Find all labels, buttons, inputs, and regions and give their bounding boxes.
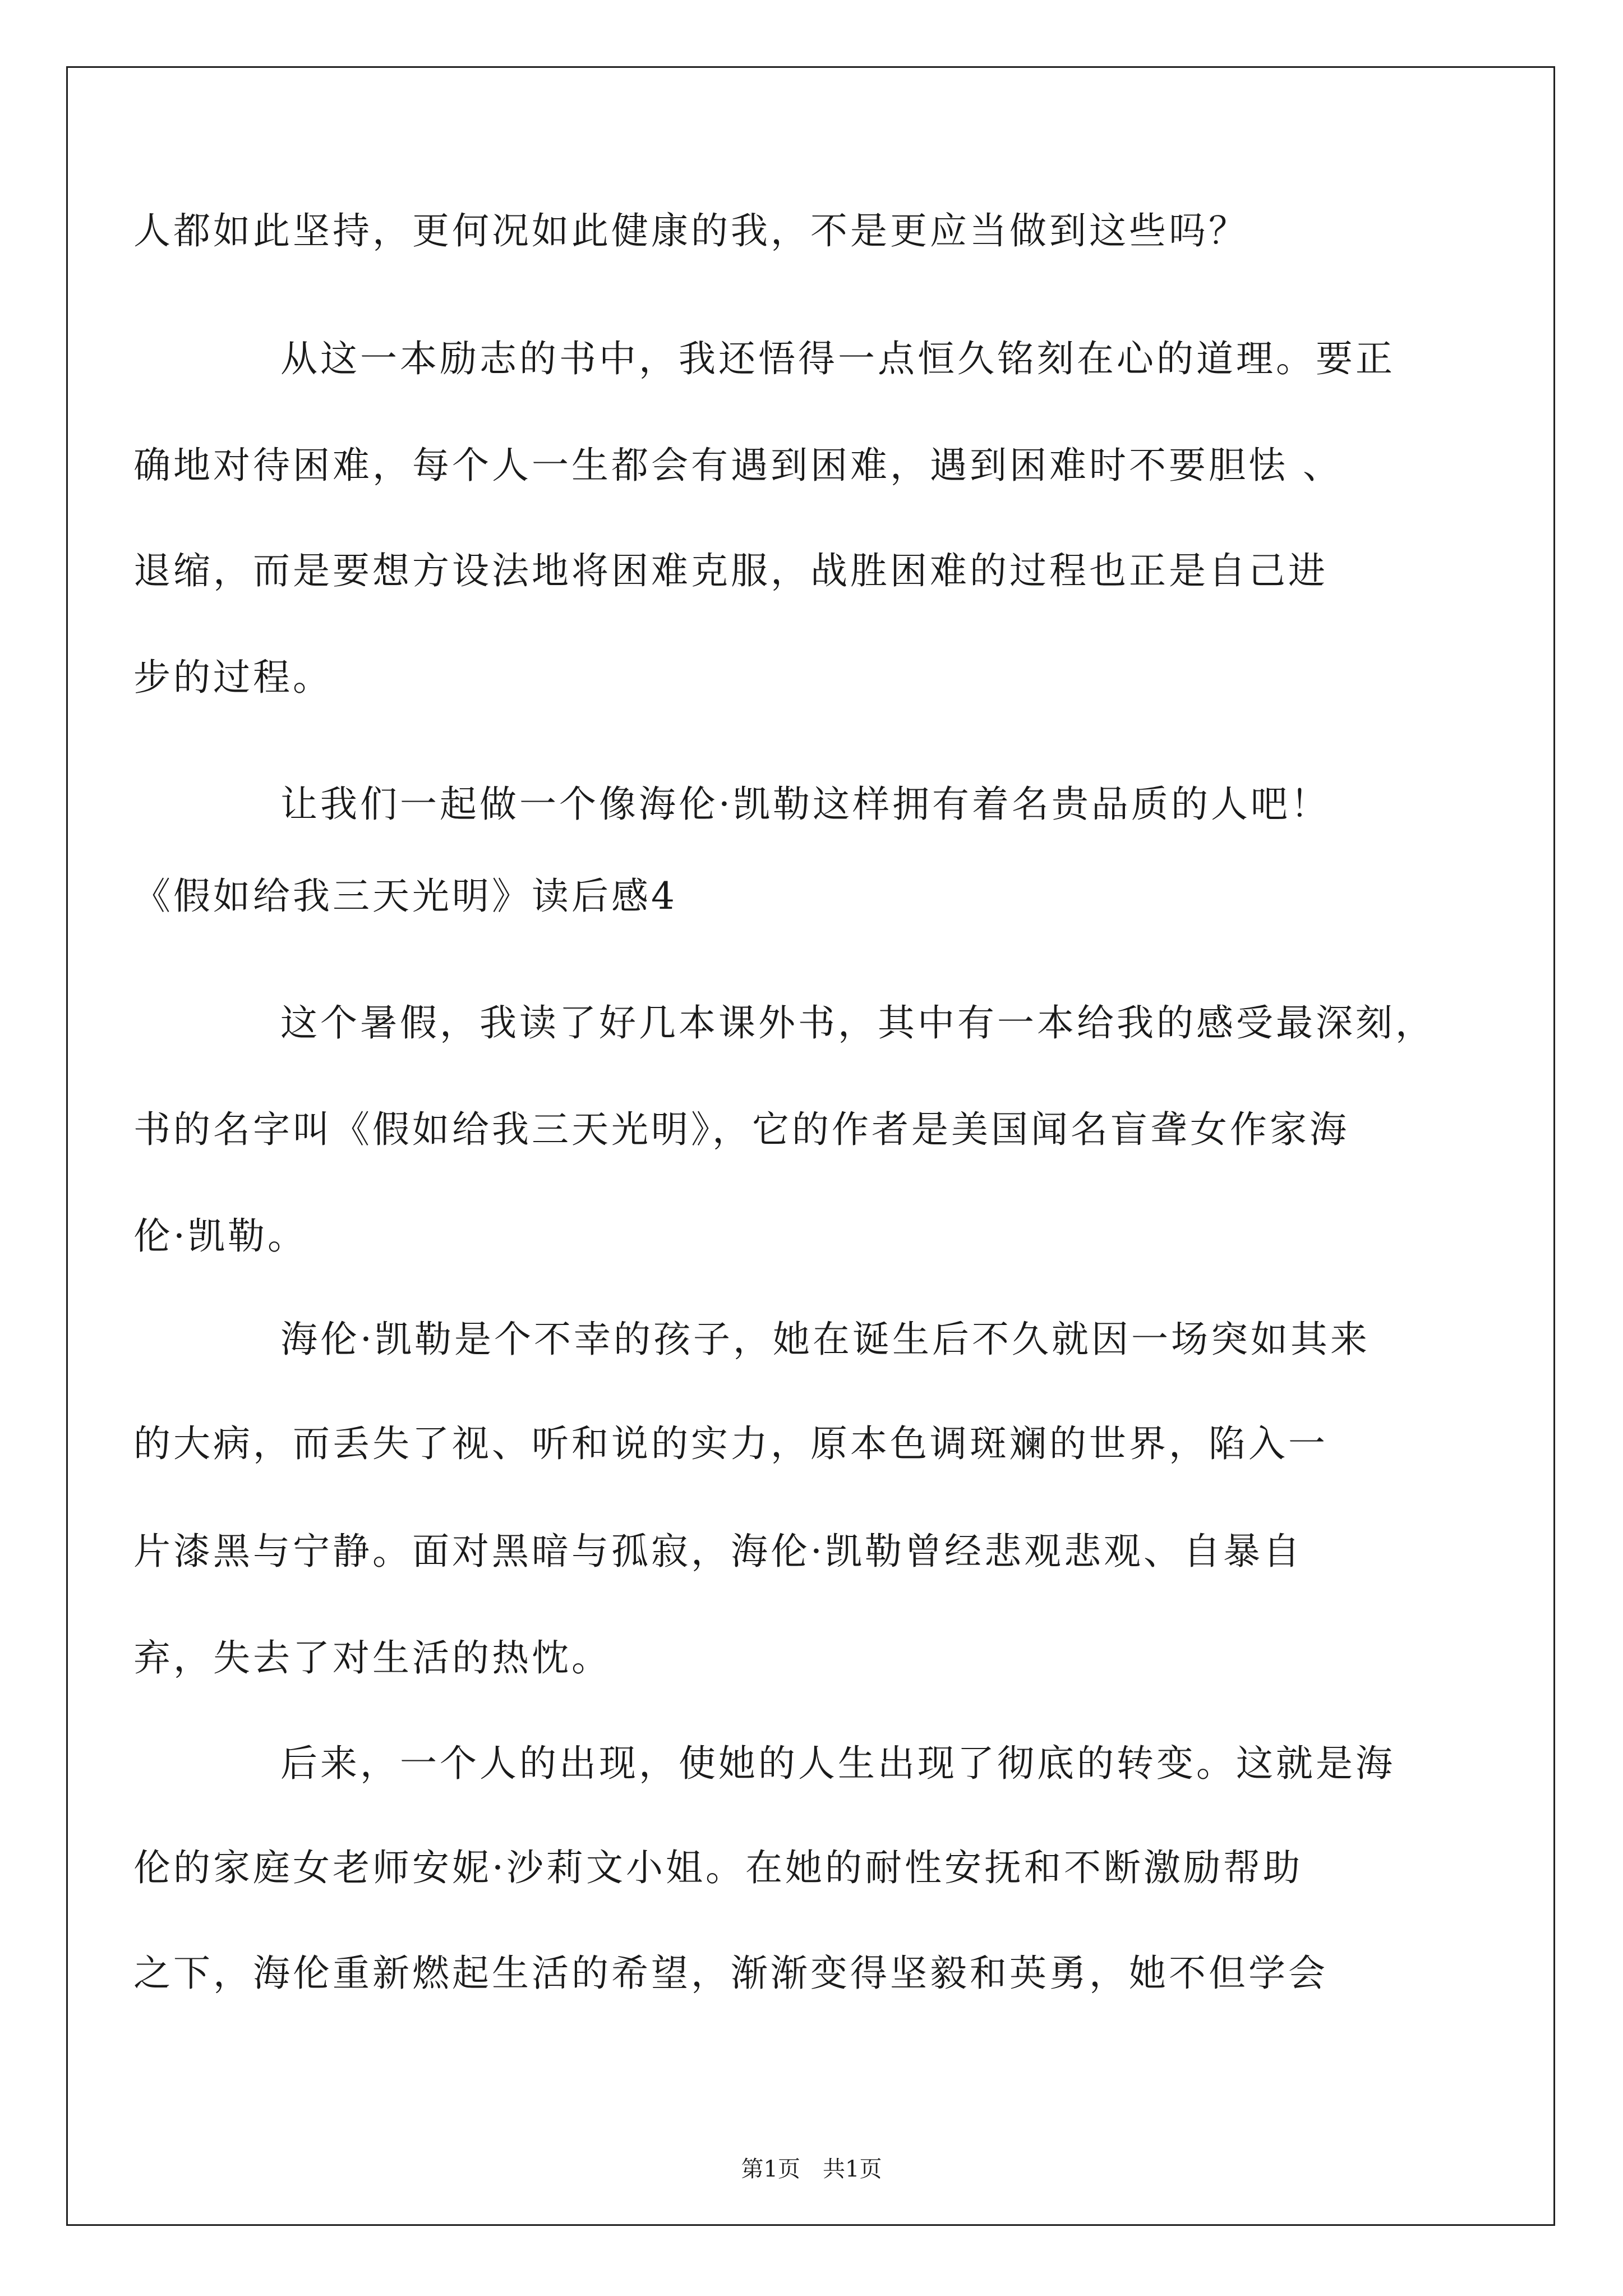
paragraph-first-line: 海伦·凯勒是个不幸的孩子，她在诞生后不久就因一场突如其来 <box>280 1318 1370 1361</box>
section-heading: 《假如给我三天光明》读后感4 <box>133 875 677 918</box>
text-line: 伦的家庭女老师安妮·沙莉文小姐。在她的耐性安抚和不断激励帮助 <box>133 1846 1303 1889</box>
text-line: 的大病，而丢失了视、听和说的实力，原本色调斑斓的世界，陷入一 <box>133 1422 1328 1465</box>
text-line: 书的名字叫《假如给我三天光明》，它的作者是美国闻名盲聋女作家海 <box>133 1108 1349 1151</box>
text-line: 伦·凯勒。 <box>133 1214 307 1258</box>
text-line: 确地对待困难，每个人一生都会有遇到困难，遇到困难时不要胆怯 、 <box>133 444 1343 487</box>
paragraph-first-line: 让我们一起做一个像海伦·凯勒这样拥有着名贵品质的人吧！ <box>280 783 1330 826</box>
text-line: 片漆黑与宁静。面对黑暗与孤寂，海伦·凯勒曾经悲观悲观、自暴自 <box>133 1530 1303 1573</box>
text-line: 弃，失去了对生活的热忱。 <box>133 1636 611 1680</box>
text-line: 步的过程。 <box>133 656 333 699</box>
paragraph-first-line: 这个暑假，我读了好几本课外书，其中有一本给我的感受最深刻， <box>280 1001 1435 1045</box>
text-line: 退缩，而是要想方设法地将困难克服，战胜困难的过程也正是自己进 <box>133 549 1328 592</box>
paragraph-first-line: 从这一本励志的书中，我还悟得一点恒久铭刻在心的道理。要正 <box>280 337 1395 380</box>
page-number-footer: 第1页 共1页 <box>741 2156 882 2182</box>
paragraph-first-line: 后来，一个人的出现，使她的人生出现了彻底的转变。这就是海 <box>280 1742 1395 1785</box>
text-line: 之下，海伦重新燃起生活的希望，渐渐变得坚毅和英勇，她不但学会 <box>133 1952 1328 1995</box>
text-line: 人都如此坚持，更何况如此健康的我，不是更应当做到这些吗？ <box>133 209 1248 252</box>
